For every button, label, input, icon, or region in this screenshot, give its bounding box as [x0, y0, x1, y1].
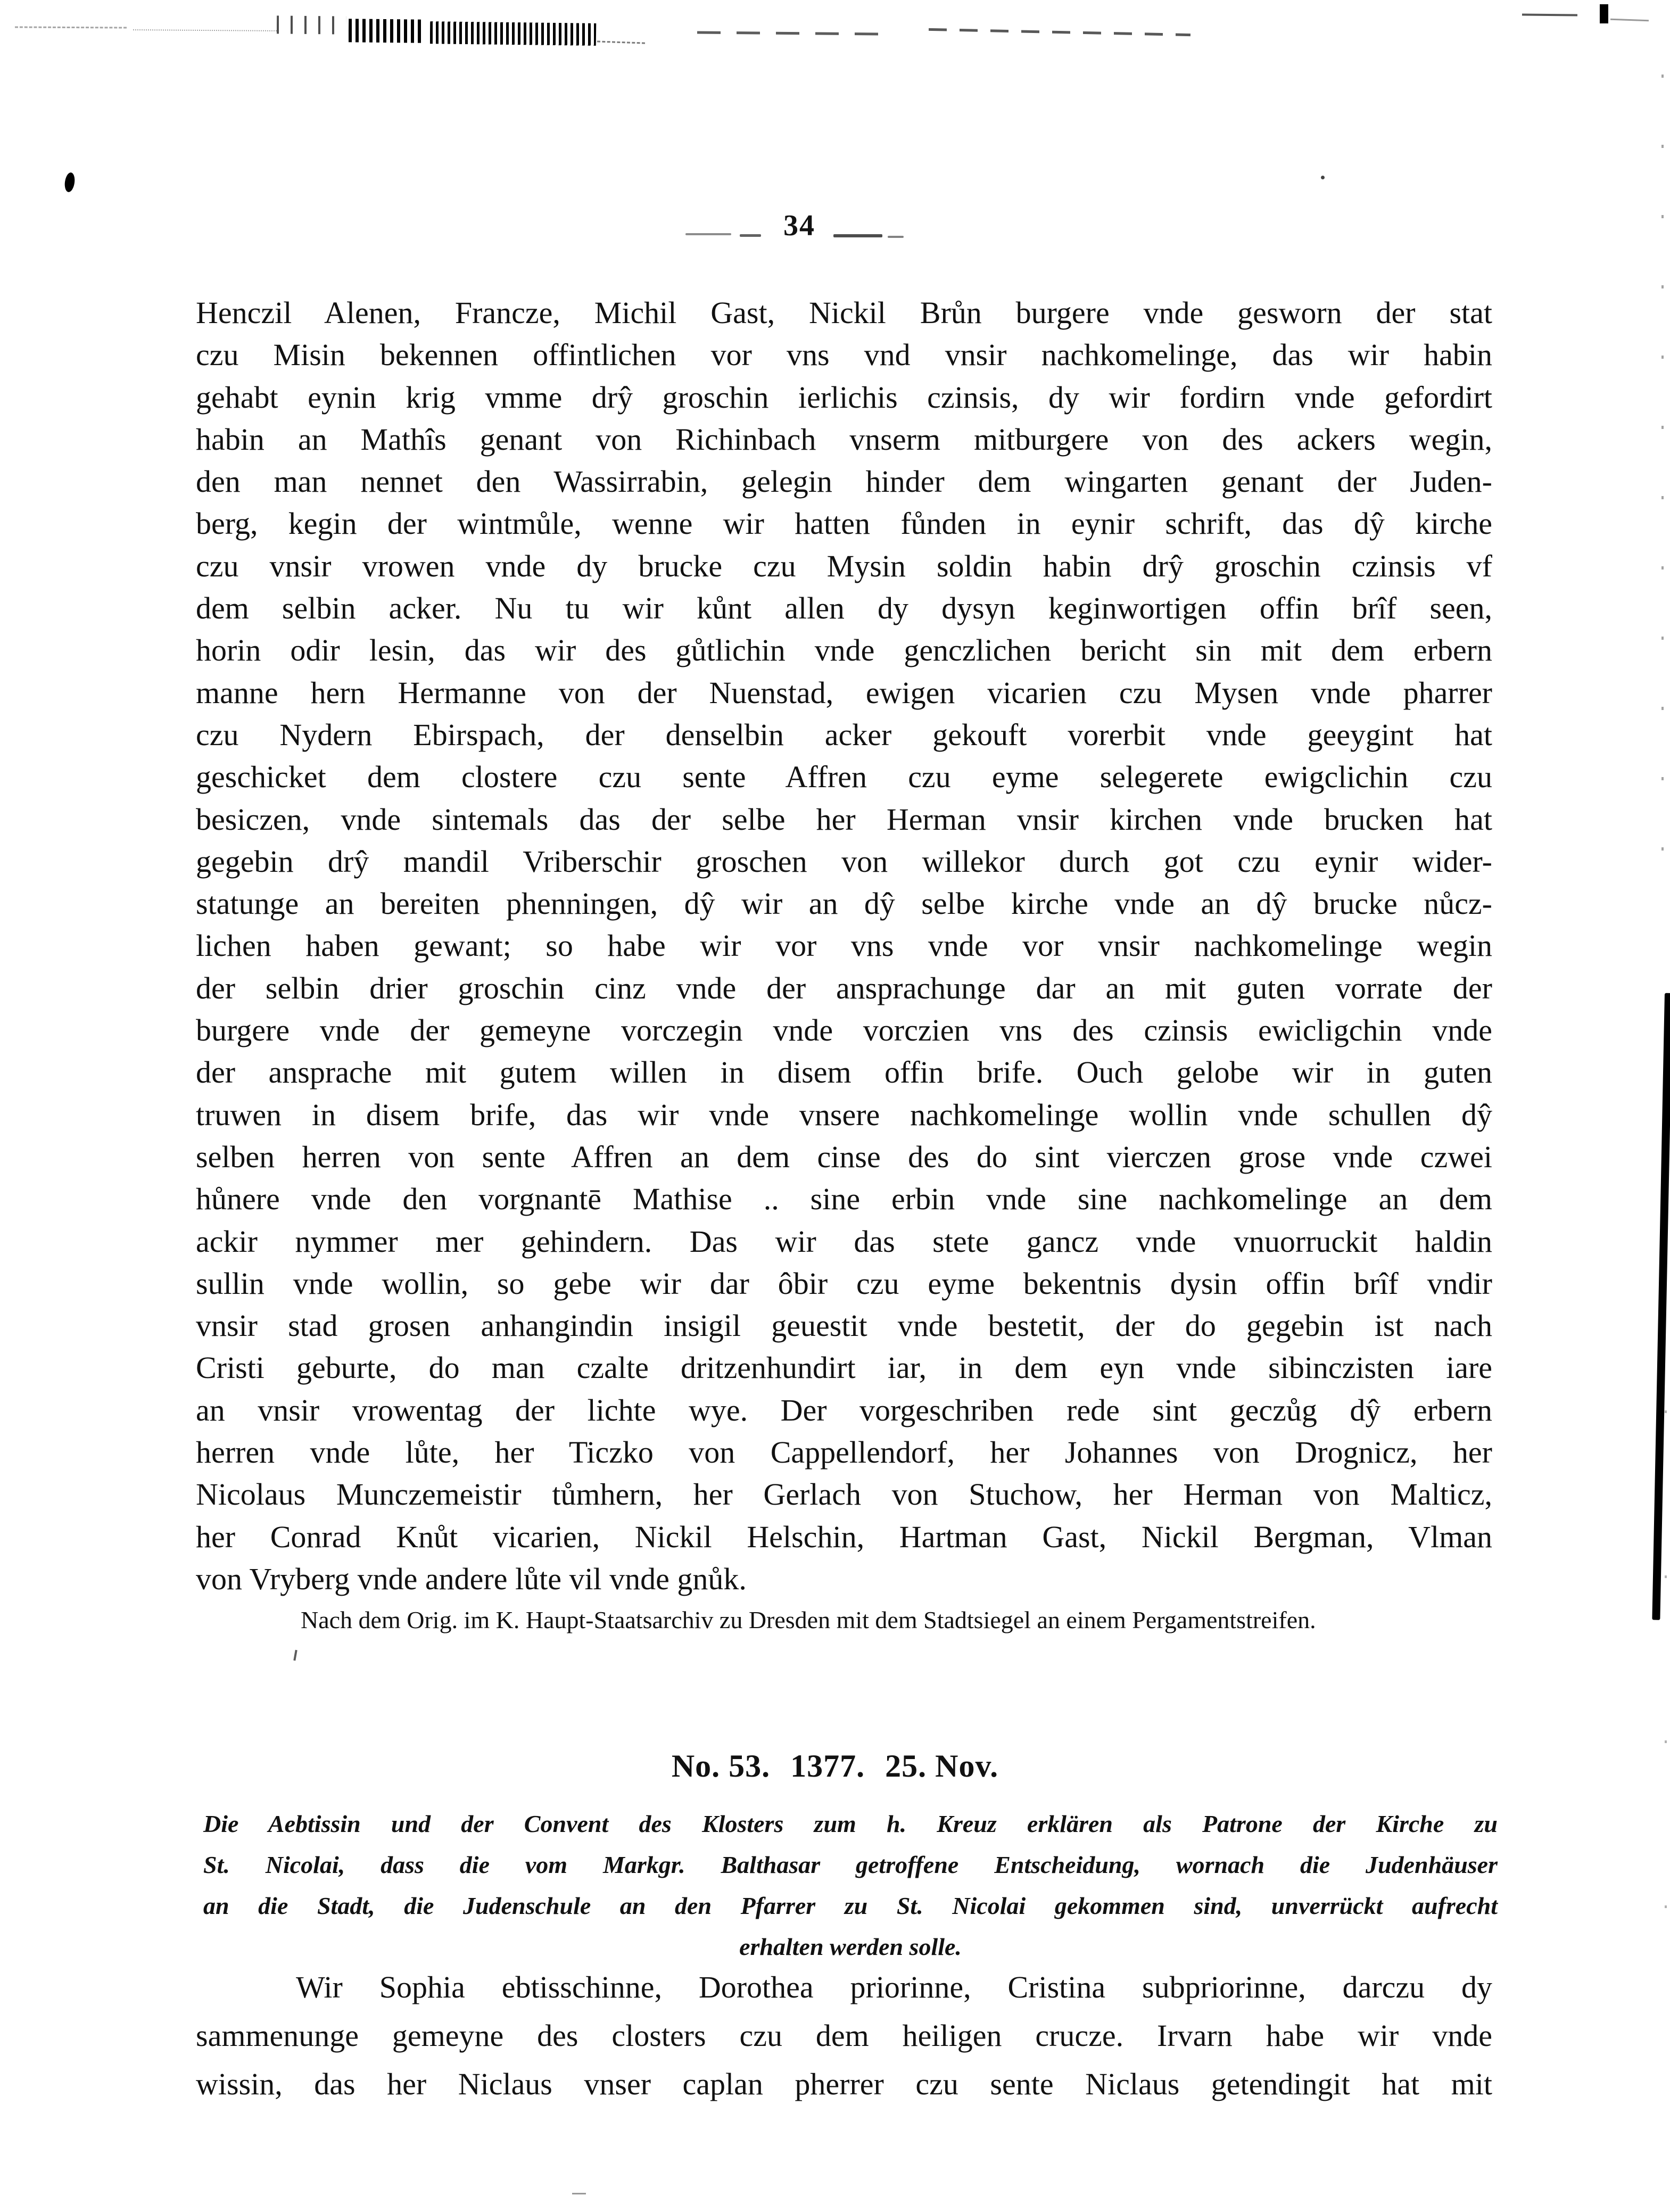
scan-streak-right-edge — [1652, 993, 1670, 1620]
text-line: herren vnde lůte, her Ticzko von Cappellendorf, her Johannes von Drognicz, her — [196, 1435, 1492, 1470]
page-number-rule-left-2 — [740, 234, 761, 237]
text-line: an vnsir vrowentag der lichte wye. Der vorgeschriben rede sint geczůg dŷ erbern — [196, 1392, 1492, 1427]
text-line: geschicket dem clostere czu sente Affren czu eyme selegerete ewigclichin czu — [196, 760, 1492, 795]
text-line: ackir nymmer mer gehindern. Das wir das stete gancz vnde vnuorruckit haldin — [196, 1224, 1492, 1259]
text-line: den man nennet den Wassirrabin, gelegin hinder dem wingarten genant der Juden- — [196, 464, 1492, 499]
text-line: Henczil Alenen, Francze, Michil Gast, Nickil Brůn burgere vnde gesworn der stat — [196, 295, 1492, 330]
text-line: hůnere vnde den vorgnantē Mathise .. sine erbin vnde sine nachkomelinge an dem — [196, 1182, 1492, 1217]
text-line: gegebin drŷ mandil Vriberschir groschen von willekor durch got czu eynir wider- — [196, 844, 1492, 879]
scan-noise-dashes-right — [929, 28, 1191, 36]
heading-part: No. 53. — [671, 1748, 771, 1784]
text-line: von Vryberg vnde andere lůte vil vnde gnůk. — [196, 1561, 747, 1596]
text-line: czu Nydern Ebirspach, der denselbin acker gekouft vorerbit vnde geeygint hat — [196, 717, 1492, 752]
text-line: Wir Sophia ebtisschinne, Dorothea priorinne, Cristina subpriorinne, darczu dy — [296, 1970, 1492, 2004]
scan-noise-dash-far-right-2 — [1610, 19, 1649, 22]
text-line: besiczen, vnde sintemals das der selbe her Herman vnsir kirchen vnde brucken hat — [196, 802, 1492, 837]
text-line: statunge an bereiten phenningen, dŷ wir an dŷ selbe kirche vnde an dŷ brucke nůcz- — [196, 886, 1492, 921]
text-line: der ansprache mit gutem willen in disem offin brife. Ouch gelobe wir in guten — [196, 1055, 1492, 1090]
charter-53-summary — [203, 1803, 1498, 1967]
scan-noise-bar-tail — [597, 40, 645, 44]
heading-part: 1377. — [790, 1748, 865, 1784]
text-line: horin odir lesin, das wir des gůtlichin vnde genczlichen bericht sin mit dem erbern — [196, 633, 1492, 668]
text-line: sullin vnde wollin, so gebe wir dar ôbir czu eyme bekentnis dysin offin brîf vndir — [196, 1266, 1492, 1301]
page-number: 34 — [783, 209, 815, 242]
page-header — [0, 209, 1599, 243]
text-line: wissin, das her Niclaus vnser caplan pherrer czu sente Niclaus getendingit hat mit — [196, 2067, 1492, 2101]
text-line: truwen in disem brife, das wir vnde vnsere nachkomelinge wollin vnde schullen dŷ — [196, 1097, 1492, 1132]
text-line: czu vnsir vrowen vnde dy brucke czu Mysin soldin habin drŷ groschin czinsis vf — [196, 548, 1492, 583]
scan-noise-bottom — [572, 2193, 586, 2194]
text-line: habin an Mathîs genant von Richinbach vnserm mitburgere von des ackers wegin, — [196, 422, 1492, 457]
charter-53-body — [196, 1963, 1492, 2108]
text-line: vnsir stad grosen anhangindin insigil geuestit vnde bestetit, der do gegebin ist nach — [196, 1308, 1492, 1343]
ink-dot-top-right — [1321, 176, 1325, 179]
scan-noise-bar-cluster-1 — [349, 19, 424, 43]
scan-noise-dots-left — [133, 29, 277, 31]
scan-noise-bar-cluster-2 — [430, 21, 596, 46]
scan-noise-dashes-middle — [697, 31, 884, 35]
scan-noise-marks — [277, 15, 346, 34]
source-note: Nach dem Orig. im K. Haupt-Staatsarchiv zu Dresden mit dem Stadtsiegel an einem Pergamentstreifen. — [301, 1606, 1316, 1633]
page-number-rule-right — [833, 234, 882, 237]
text-line: selben herren von sente Affren an dem cinse des do sint vierczen grose vnde czwei — [196, 1139, 1492, 1174]
scan-noise-right-edge-specks — [1661, 75, 1664, 873]
ink-speck-left — [293, 1650, 297, 1661]
text-line: Nicolaus Munczemeistir tůmhern, her Gerlach von Stuchow, her Herman von Malticz, — [196, 1477, 1492, 1512]
heading-part: 25. Nov. — [885, 1748, 999, 1784]
summary-line: erhalten werden solle. — [739, 1933, 962, 1960]
page-number-rule-left — [685, 233, 731, 235]
text-line: manne hern Hermanne von der Nuenstad, ewigen vicarien czu Mysen vnde pharrer — [196, 675, 1492, 710]
text-line: lichen haben gewant; so habe wir vor vns vnde vor vnsir nachkomelinge wegin — [196, 928, 1492, 963]
text-line: der selbin drier groschin cinz vnde der ansprachunge dar an mit guten vorrate der — [196, 970, 1492, 1005]
text-line: berg, kegin der wintmůle, wenne wir hatten fůnden in eynir schrift, das dŷ kirche — [196, 506, 1492, 541]
text-line: sammenunge gemeyne des closters czu dem heiligen crucze. Irvarn habe wir vnde — [196, 2018, 1492, 2053]
text-line: her Conrad Knůt vicarien, Nickil Helschin, Hartman Gast, Nickil Bergman, Vlman — [196, 1519, 1492, 1554]
scan-noise-dashes-left — [15, 26, 127, 28]
summary-line: Die Aebtissin und der Convent des Klosters zum h. Kreuz erklären als Patrone der Kirche zu — [203, 1810, 1498, 1837]
text-line: gehabt eynin krig vmme drŷ groschin ierlichis czinsis, dy wir fordirn vnde gefordirt — [196, 379, 1492, 415]
page-number-rule-right-2 — [888, 236, 904, 238]
text-line: Cristi geburte, do man czalte dritzenhundirt iar, in dem eyn vnde sibinczisten iare — [196, 1350, 1492, 1385]
summary-line: an die Stadt, die Judenschule an den Pfarrer zu St. Nicolai gekommen sind, unverrückt aufrecht — [203, 1892, 1498, 1919]
summary-line: St. Nicolai, dass die vom Markgr. Balthasar getroffene Entscheidung, wornach die Judenhäuser — [203, 1851, 1498, 1878]
charter-53-heading — [0, 1748, 1670, 1785]
scan-noise-dash-far-right — [1522, 13, 1577, 16]
scan-noise-right-edge-specks-2 — [1665, 1410, 1667, 2049]
ink-blob-left-margin — [64, 172, 76, 193]
text-line: burgere vnde der gemeyne vorczegin vnde vorczien vns des czinsis ewicligchin vnde — [196, 1013, 1492, 1048]
charter-52-text — [196, 292, 1492, 1600]
text-line: dem selbin acker. Nu tu wir kůnt allen dy dysyn keginwortigen offin brîf seen, — [196, 591, 1492, 626]
text-line: czu Misin bekennen offintlichen vor vns vnd vnsir nachkomelinge, das wir habin — [196, 337, 1492, 373]
scan-noise-bar-far-right — [1600, 4, 1608, 23]
